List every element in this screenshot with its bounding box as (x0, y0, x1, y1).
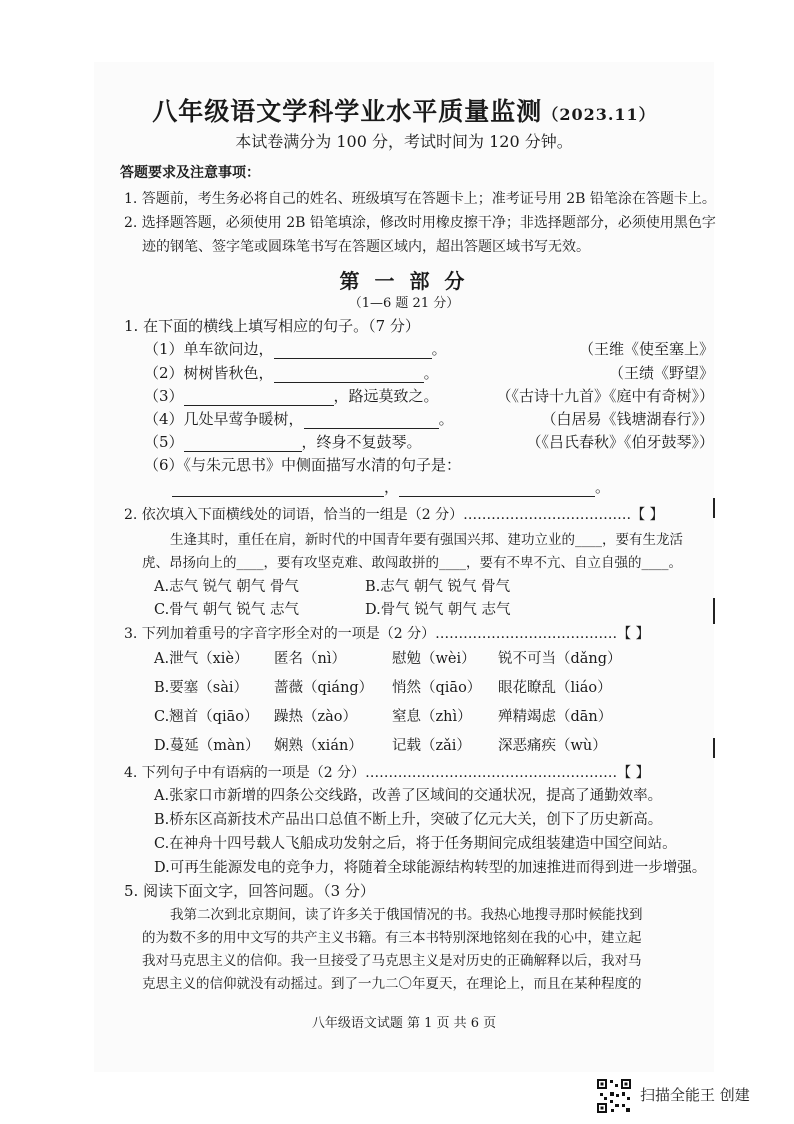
q3-word: 殚精竭虑（dān） (498, 709, 613, 725)
q3-word: 蔷薇（qiáng） (274, 680, 374, 696)
watermark-label: 扫描全能王 创建 (640, 1086, 750, 1104)
answer-blank[interactable] (304, 413, 439, 429)
q3-word: 娴熟（xián） (274, 738, 363, 754)
q1-row-2: （2）树树皆秋色， 。 (144, 364, 439, 382)
q3-word: 躁热（zào） (274, 709, 358, 725)
q3-option-c[interactable]: C.翘首（qiāo） (154, 709, 259, 725)
q2-passage-line-1: 生逢其时，重任在肩，新时代的中国青年要有强国兴邦、建功立业的____，要有生龙活 (170, 532, 683, 548)
q2-option-a[interactable]: A.志气 锐气 朝气 骨气 (154, 579, 299, 595)
q4-option-b[interactable]: B.桥东区高新技术产品出口总值不断上升，突破了亿元大关，创下了历史新高。 (154, 812, 663, 828)
q1-source-4: （白居易《钱塘湖春行》） (541, 410, 714, 428)
q5-passage-line-4: 克思主义的信仰就没有动摇过。到了一九二〇年夏天，在理论上，而且在某种程度的 (142, 976, 642, 992)
answer-blank[interactable] (274, 343, 432, 359)
q3-word: 眼花瞭乱（liáo） (498, 680, 612, 696)
answer-blank[interactable] (274, 367, 424, 383)
q1-source-3: （《古诗十九首》《庭中有奇树》） (496, 387, 714, 405)
q3-option-b[interactable]: B.要塞（sài） (154, 680, 248, 696)
q4-option-a[interactable]: A.张家口市新增的四条公交线路，改善了区域间的交通状况，提高了通勤效率。 (154, 788, 663, 804)
exam-page (94, 62, 714, 1072)
q1-row-5: （5） ，终身不复鼓琴。 (144, 433, 422, 451)
notice-heading: 答题要求及注意事项： (120, 165, 260, 181)
q1-source-2: （王绩《野望》 (608, 364, 714, 382)
q3-word: 锐不可当（dǎng） (498, 651, 622, 667)
notice-item-2: 2. 选择题答题，必须使用 2B 铅笔填涂，修改时用橡皮擦干净；非选择题部分，必须使用黑色字 (124, 215, 716, 231)
q5-passage-line-1: 我第二次到北京期间，读了许多关于俄国情况的书。我热心地搜寻那时候能找到 (170, 907, 643, 923)
q1-row-3: （3） ，路远莫致之。 (144, 387, 439, 405)
q1-source-5: （《吕氏春秋》《伯牙鼓琴》） (526, 433, 714, 451)
q3-word: 深恶痛疾（wù） (498, 738, 607, 754)
q2-option-c[interactable]: C.骨气 朝气 锐气 志气 (154, 602, 300, 618)
answer-blank[interactable] (184, 436, 302, 452)
qr-code-icon (596, 1078, 632, 1114)
q4-option-c[interactable]: C.在神舟十四号载人飞船成功发射之后，将于任务期间完成组装建造中国空间站。 (154, 836, 677, 852)
exam-subtitle: 本试卷满分为 100 分，考试时间为 120 分钟。 (235, 132, 573, 151)
q3-word: 记载（zǎi） (392, 738, 471, 754)
q5-passage-line-3: 我对马克思主义的信仰。我一旦接受了马克思主义是对历史的正确解释以后，我对马 (142, 953, 642, 969)
q4-stem: 4. 下列句子中有语病的一项是（2 分）………………………………………………【 】 (124, 765, 650, 781)
answer-blank[interactable] (184, 390, 334, 406)
q4-option-d[interactable]: D.可再生能源发电的竞争力，将随着全球能源结构转型的加速推进而得到进一步增强。 (154, 860, 707, 876)
page-footer: 八年级语文试题 第 1 页 共 6 页 (311, 1016, 497, 1031)
q1-source-1: （王维《使至塞上》 (578, 340, 714, 358)
answer-blank[interactable] (399, 481, 595, 497)
q2-option-b[interactable]: B.志气 朝气 锐气 骨气 (365, 579, 511, 595)
exam-title: 八年级语文学科学业水平质量监测（2023.11） (152, 97, 656, 126)
q3-stem: 3. 下列加着重号的字音字形全对的一项是（2 分）…………………………………【 】 (124, 626, 650, 642)
q3-option-d[interactable]: D.蔓延（màn） (154, 738, 260, 754)
q2-stem: 2. 依次填入下面横线处的词语，恰当的一组是（2 分）………………………………【 】 (124, 507, 664, 523)
q3-option-a[interactable]: A.泄气（xiè） (154, 651, 249, 667)
q1-row-1: （1）单车欲问边， 。 (144, 340, 447, 358)
exam-date: （2023.11） (542, 105, 656, 124)
q5-stem: 5. 阅读下面文字，回答问题。（3 分） (124, 882, 375, 900)
q3-word: 匿名（nì） (274, 651, 346, 667)
q1-stem: 1. 在下面的横线上填写相应的句子。（7 分） (124, 317, 420, 335)
scan-edge-mark (713, 498, 715, 758)
notice-item-3: 迹的钢笔、签字笔或圆珠笔书写在答题区域内，超出答题区域书写无效。 (142, 239, 590, 255)
q2-option-d[interactable]: D.骨气 锐气 朝气 志气 (365, 602, 511, 618)
q3-word: 慰勉（wèi） (392, 651, 476, 667)
q1-row-4: （4）几处早莺争暖树， 。 (144, 410, 454, 428)
section-title: 第 一 部 分 (339, 269, 469, 293)
q1-row-6-blanks: ， 。 (172, 476, 610, 497)
q5-passage-line-2: 的为数不多的用中文写的共产主义书籍。有三本书特别深地铭刻在我的心中，建立起 (142, 930, 642, 946)
answer-blank[interactable] (172, 481, 384, 497)
q2-passage-line-2: 虎、昂扬向上的____，要有攻坚克难、敢闯敢拼的____，要有不卑不亢、自立自强的____。 (142, 555, 682, 571)
q3-word: 悄然（qiāo） (392, 680, 482, 696)
notice-item-1: 1. 答题前，考生务必将自己的姓名、班级填写在答题卡上；准考证号用 2B 铅笔涂在答题卡上。 (124, 191, 716, 207)
q1-row-6: （6）《与朱元思书》中侧面描写水清的句子是： (144, 456, 462, 474)
q3-word: 窒息（zhì） (392, 709, 472, 725)
section-range: （1—6 题 21 分） (348, 296, 460, 311)
